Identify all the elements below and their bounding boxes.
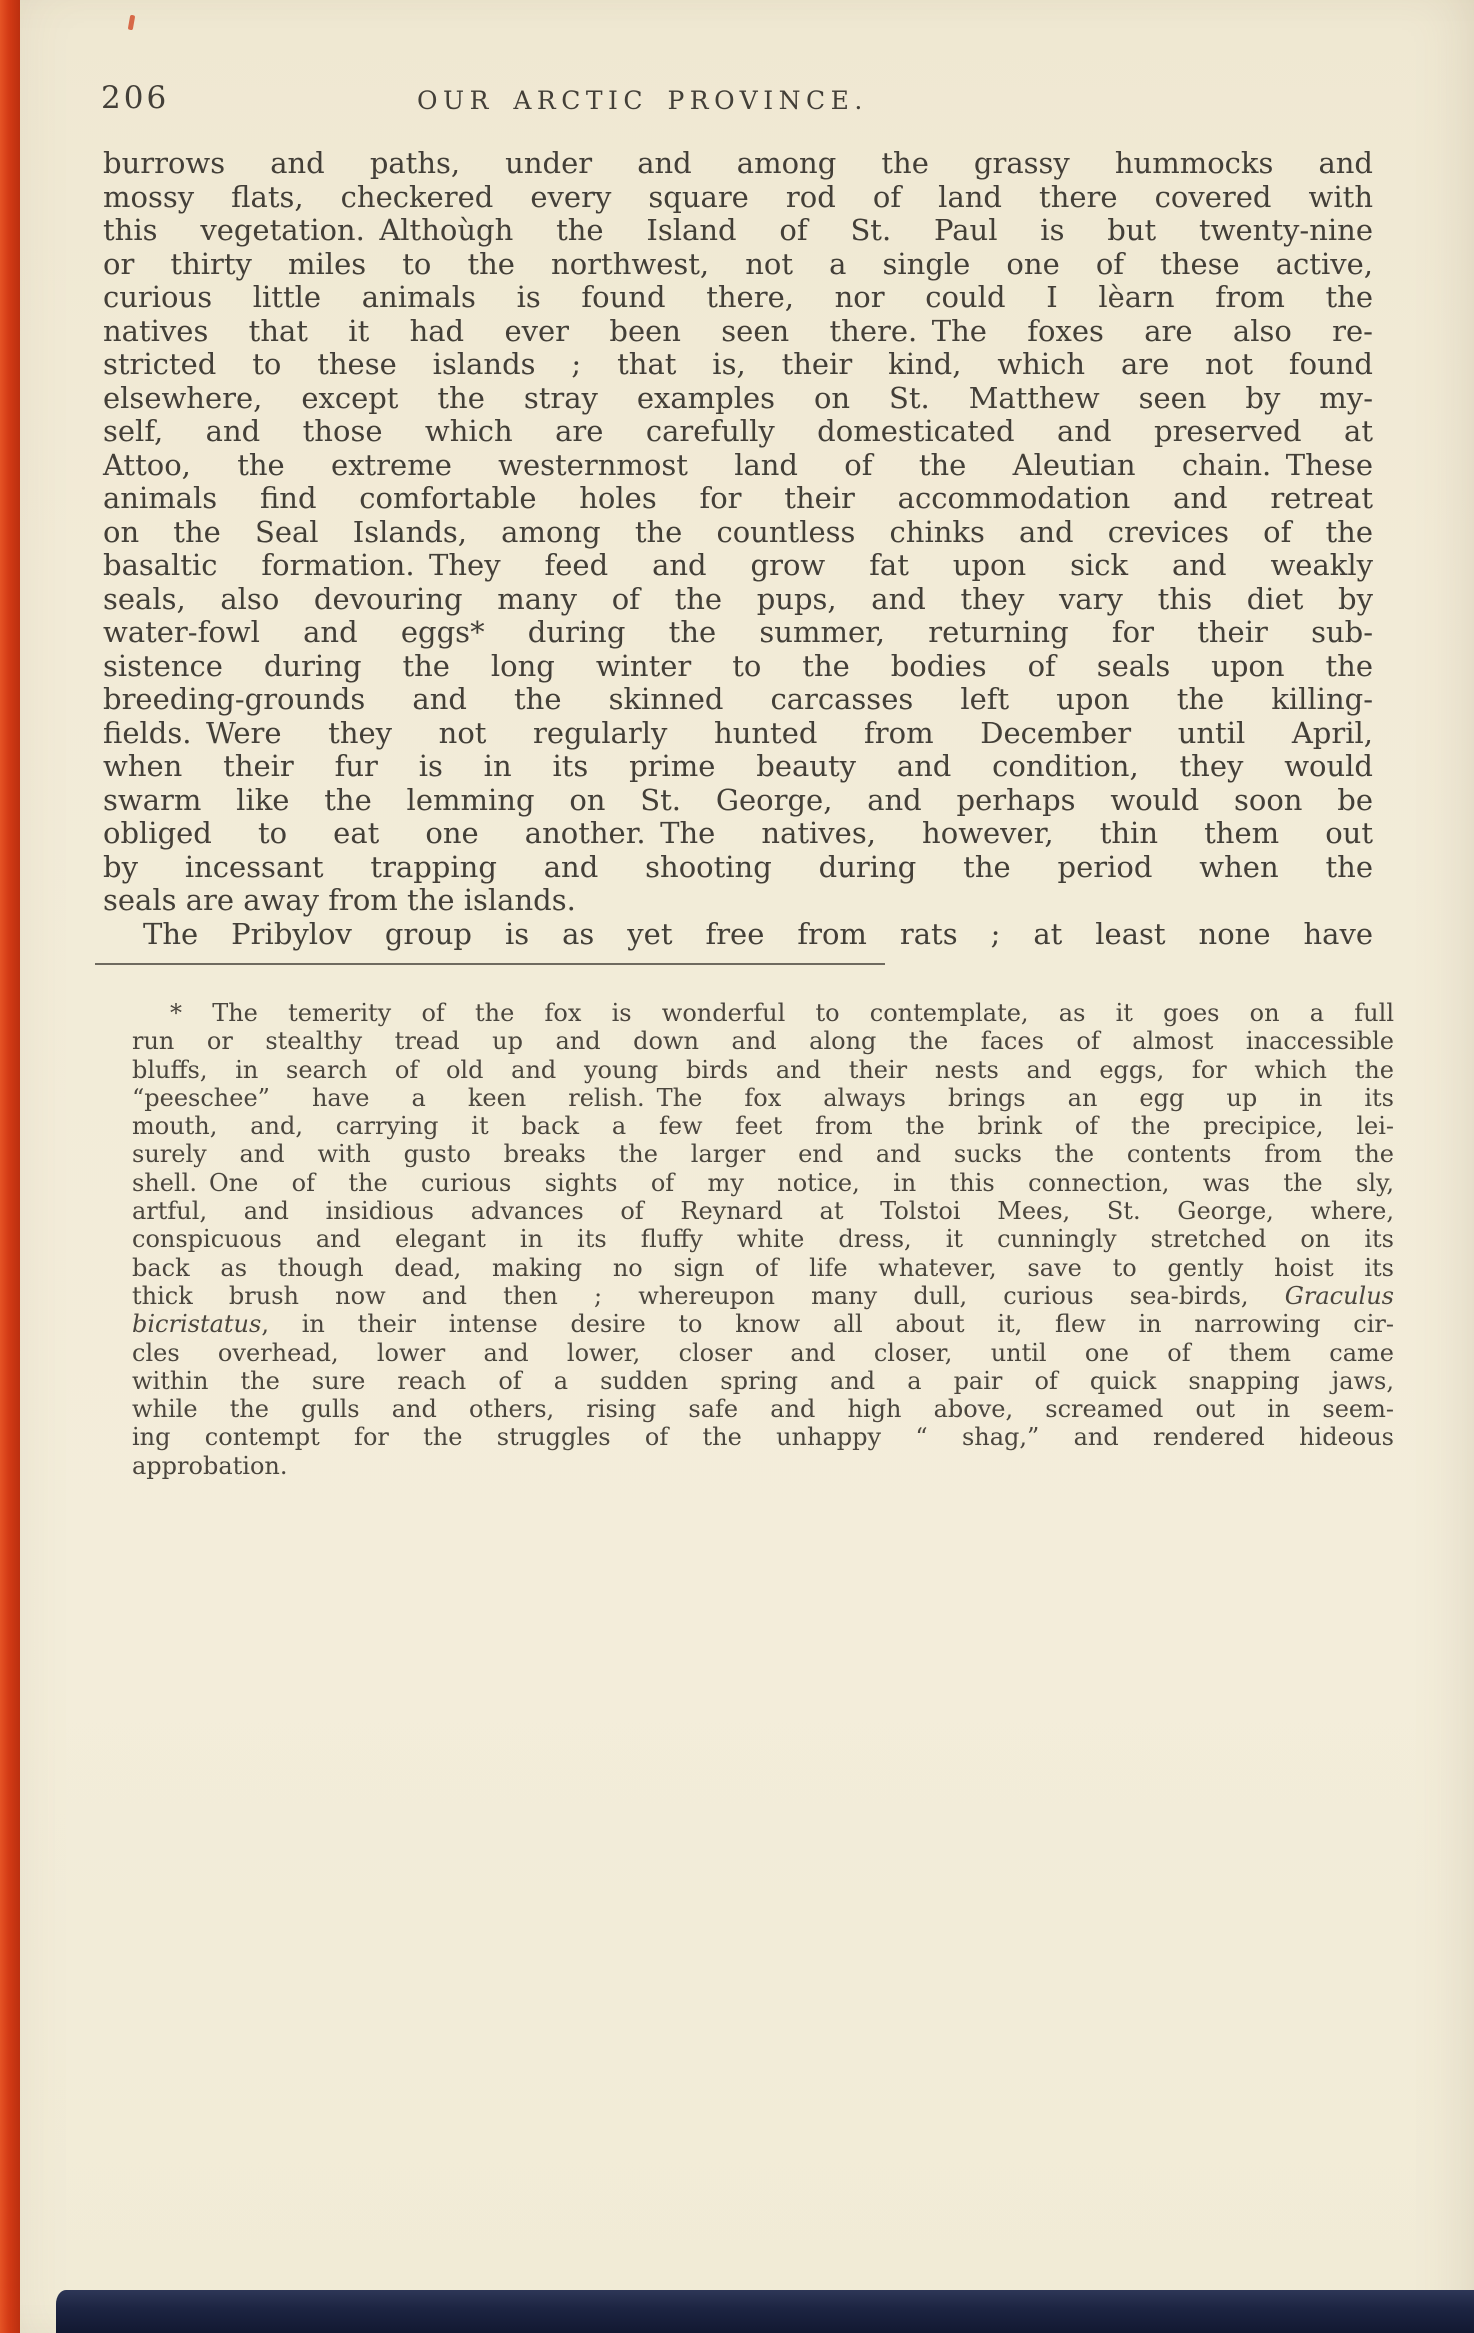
text-segment: by incessant trapping and shooting during the period when the <box>103 849 1373 884</box>
text-line <box>132 1112 1394 1140</box>
text-line <box>103 583 1373 617</box>
text-line <box>103 248 1373 282</box>
text-segment: or thirty miles to the northwest, not a single one of these active, <box>103 246 1373 281</box>
text-segment: back as though dead, making no sign of life whatever, save to gently hoist its <box>132 1253 1394 1282</box>
text-line <box>132 1056 1394 1084</box>
text-segment: stricted to these islands ; that is, their kind, which are not found <box>103 347 1373 381</box>
text-segment: water-fowl and eggs* during the summer, returning for their sub- <box>103 615 1373 649</box>
text-line <box>132 1452 1394 1480</box>
text-segment: fields. Were they not regularly hunted from December until April, <box>103 715 1373 750</box>
text-segment: cles overhead, lower and lower, closer and closer, until one of them came <box>132 1338 1394 1367</box>
page-bottom-edge <box>56 2290 1474 2333</box>
text-line <box>103 382 1373 416</box>
text-line <box>103 449 1373 483</box>
italic-text-segment: bicristatus <box>132 1310 262 1339</box>
text-line <box>103 750 1373 784</box>
text-line <box>132 1367 1394 1395</box>
text-segment: run or stealthy tread up and down and along the faces of almost inaccessible <box>132 1027 1394 1056</box>
text-segment: this vegetation. Althoùgh the Island of St. Paul is but twenty-nine <box>103 213 1373 247</box>
text-segment: seals are away from the islands. <box>103 883 576 917</box>
text-line <box>103 851 1373 885</box>
text-line <box>103 281 1373 315</box>
text-line <box>103 650 1373 684</box>
text-line <box>103 784 1373 818</box>
text-line <box>103 147 1373 181</box>
text-segment: within the sure reach of a sudden spring and a pair of quick snapping jaws, <box>132 1366 1394 1395</box>
footnote-text <box>132 999 1394 1480</box>
text-segment: ing contempt for the struggles of the unhappy “ shag,” and rendered hideous <box>132 1423 1394 1452</box>
text-segment: “peeschee” have a keen relish. The fox always brings an egg up in its <box>132 1083 1394 1112</box>
text-segment: swarm like the lemming on St. George, and perhaps would soon be <box>103 782 1373 817</box>
footnote-separator <box>95 963 885 965</box>
text-line <box>132 1254 1394 1282</box>
text-line <box>132 1395 1394 1423</box>
text-line <box>103 884 1373 918</box>
text-segment: mossy flats, checkered every square rod of land there covered with <box>103 179 1373 214</box>
text-line <box>103 516 1373 550</box>
text-segment: obliged to eat one another. The natives, however, thin them out <box>103 816 1373 850</box>
text-segment: self, and those which are carefully domesticated and preserved at <box>103 414 1373 448</box>
text-line <box>132 1282 1394 1310</box>
text-segment: seals, also devouring many of the pups, and they vary this diet by <box>103 581 1373 616</box>
text-line <box>132 1197 1394 1225</box>
text-line <box>103 616 1373 650</box>
text-line <box>103 348 1373 382</box>
text-line <box>132 999 1394 1027</box>
text-line <box>103 181 1373 215</box>
ink-speck <box>128 15 136 31</box>
page-number: 206 <box>101 80 170 116</box>
text-segment: when their fur is in its prime beauty and condition, they would <box>103 749 1373 783</box>
text-segment: artful, and insidious advances of Reynard at Tolstoi Mees, St. George, where, <box>132 1197 1394 1226</box>
text-line <box>103 918 1373 952</box>
text-line <box>103 482 1373 516</box>
text-line <box>132 1140 1394 1168</box>
text-segment: curious little animals is found there, nor could I lèarn from the <box>103 280 1373 314</box>
italic-text-segment: Graculus <box>1284 1281 1394 1310</box>
text-segment: on the Seal Islands, among the countless chinks and crevices of the <box>103 514 1373 549</box>
text-line <box>103 549 1373 583</box>
text-segment: Attoo, the extreme westernmost land of the Aleutian chain. These <box>103 447 1373 482</box>
text-segment: sistence during the long winter to the bodies of seals upon the <box>103 648 1373 683</box>
text-line <box>103 214 1373 248</box>
text-line <box>132 1027 1394 1055</box>
text-line <box>132 1084 1394 1112</box>
text-line <box>103 717 1373 751</box>
text-segment: * The temerity of the fox is wonderful to contemplate, as it goes on a full <box>170 999 1394 1027</box>
body-text <box>103 147 1373 951</box>
text-line <box>103 415 1373 449</box>
text-segment: mouth, and, carrying it back a few feet from the brink of the precipice, lei- <box>132 1112 1394 1141</box>
text-segment: , in their intense desire to know all about it, flew in narrowing cir- <box>261 1310 1394 1339</box>
text-segment: basaltic formation. They feed and grow fat upon sick and weakly <box>103 548 1373 582</box>
text-segment: thick brush now and then ; whereupon many dull, curious sea-birds, <box>132 1281 1285 1310</box>
text-segment: The Pribylov group is as yet free from rats ; at least none have <box>143 916 1373 951</box>
text-line <box>132 1423 1394 1451</box>
text-line <box>103 315 1373 349</box>
text-segment: while the gulls and others, rising safe and high above, screamed out in seem- <box>132 1395 1394 1424</box>
text-segment: breeding-grounds and the skinned carcasses left upon the killing- <box>103 682 1373 716</box>
text-line <box>132 1169 1394 1197</box>
book-spine-edge <box>0 0 20 2333</box>
text-segment: approbation. <box>132 1451 288 1480</box>
text-line <box>103 683 1373 717</box>
text-line <box>103 817 1373 851</box>
text-segment: natives that it had ever been seen there. The foxes are also re- <box>103 313 1373 348</box>
text-line <box>132 1310 1394 1338</box>
text-segment: elsewhere, except the stray examples on St. Matthew seen by my- <box>103 380 1373 415</box>
text-segment: conspicuous and elegant in its fluffy white dress, it cunningly stretched on its <box>132 1225 1394 1254</box>
text-segment: bluffs, in search of old and young birds and their nests and eggs, for which the <box>132 1055 1394 1084</box>
running-header: OUR ARCTIC PROVINCE. <box>417 86 868 115</box>
text-line <box>132 1225 1394 1253</box>
text-segment: animals find comfortable holes for their accommodation and retreat <box>103 481 1373 515</box>
text-segment: surely and with gusto breaks the larger end and sucks the contents from the <box>132 1140 1394 1169</box>
text-segment: burrows and paths, under and among the grassy hummocks and <box>103 146 1373 180</box>
text-segment: shell. One of the curious sights of my notice, in this connection, was the sly, <box>132 1168 1394 1197</box>
text-line <box>132 1339 1394 1367</box>
